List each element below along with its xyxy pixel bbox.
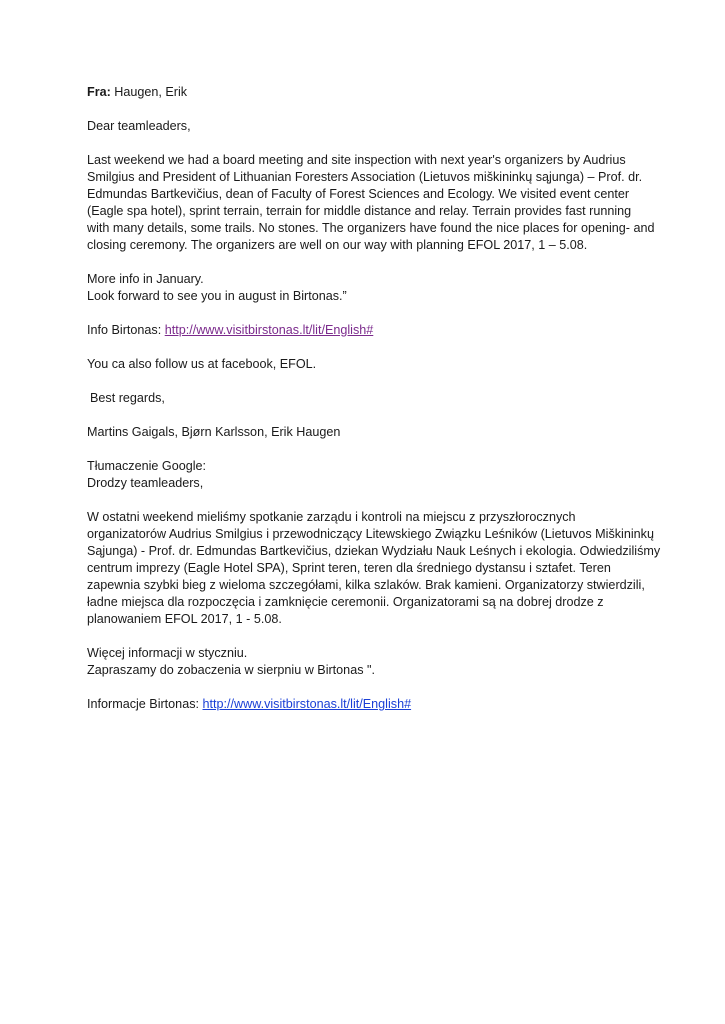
body-line: Edmundas Bartkevičius, dean of Faculty of Forest Sciences and Ecology. We visited event center: [87, 187, 630, 201]
polish-greeting: Drodzy teamleaders,: [87, 476, 204, 490]
translation-label: Tłumaczenie Google:: [87, 459, 207, 473]
body-line: closing ceremony. The organizers are well on our way with planning EFOL 2017, 1 – 5.08.: [87, 238, 588, 252]
more-info-line: Zapraszamy do zobaczenia w sierpniu w Birtonas ".: [87, 663, 375, 677]
regards-line: Best regards,: [90, 391, 165, 405]
more-info-line: Więcej informacji w styczniu.: [87, 646, 248, 660]
email-document: [87, 84, 661, 730]
body-line: planowaniem EFOL 2017, 1 - 5.08.: [87, 612, 282, 626]
body-line: (Eagle spa hotel), sprint terrain, terrain for middle distance and relay. Terrain provides fast running: [87, 204, 632, 218]
info-label: Info Birtonas:: [87, 323, 165, 337]
facebook-line: You ca also follow us at facebook, EFOL.: [87, 357, 317, 371]
body-line: W ostatni weekend mieliśmy spotkanie zarządu i kontroli na miejscu z przyszłorocznych: [87, 510, 576, 524]
birstonas-link-polish[interactable]: http://www.visitbirstonas.lt/lit/English#: [202, 697, 412, 711]
polish-header: [87, 458, 647, 492]
body-line: Sąjunga) - Prof. dr. Edmundas Bartkevičius, dziekan Wydziału Nauk Leśnych i ekologia. Odwiedziliśmy: [87, 544, 661, 558]
info-label: Informacje Birtonas:: [87, 697, 203, 711]
from-name: Haugen, Erik: [110, 85, 188, 99]
body-line: Smilgius and President of Lithuanian Foresters Association (Lietuvos miškininkų sąjunga) – Prof. dr.: [87, 170, 643, 184]
signatures-line: Martins Gaigals, Bjørn Karlsson, Erik Haugen: [87, 425, 341, 439]
polish-more-info: [87, 645, 647, 679]
from-label: Fra:: [87, 85, 111, 99]
body-line: centrum imprezy (Eagle Hotel SPA), Sprint teren, teren dla średniego dystansu i sztafet. Teren: [87, 561, 611, 575]
more-info-line: More info in January.: [87, 272, 204, 286]
body-line: Last weekend we had a board meeting and site inspection with next year's organizers by Audrius: [87, 153, 626, 167]
body-line: organizatorów Audrius Smilgius i przewodniczący Litewskiego Związku Leśników (Lietuvos Miškininkų: [87, 527, 654, 541]
polish-body: [87, 509, 661, 628]
birstonas-link[interactable]: http://www.visitbirstonas.lt/lit/English#: [164, 323, 374, 337]
english-info-line: [87, 322, 647, 339]
more-info-line: Look forward to see you in august in Birtonas.”: [87, 289, 347, 303]
english-body: [87, 152, 655, 254]
from-line: [87, 84, 647, 101]
body-line: zapewnia szybki bieg z wieloma szczegółami, kilka szlaków. Brak kamieni. Organizatorzy stwierdzili,: [87, 578, 645, 592]
body-line: ładne miejsca dla rozpoczęcia i zamknięcie ceremonii. Organizatorami są na dobrej drodze z: [87, 595, 604, 609]
english-greeting: Dear teamleaders,: [87, 119, 191, 133]
english-more-info: [87, 271, 647, 305]
polish-info-line: [87, 696, 647, 713]
body-line: with many details, some trails. No stones. The organizers have found the nice places for opening- and: [87, 221, 655, 235]
